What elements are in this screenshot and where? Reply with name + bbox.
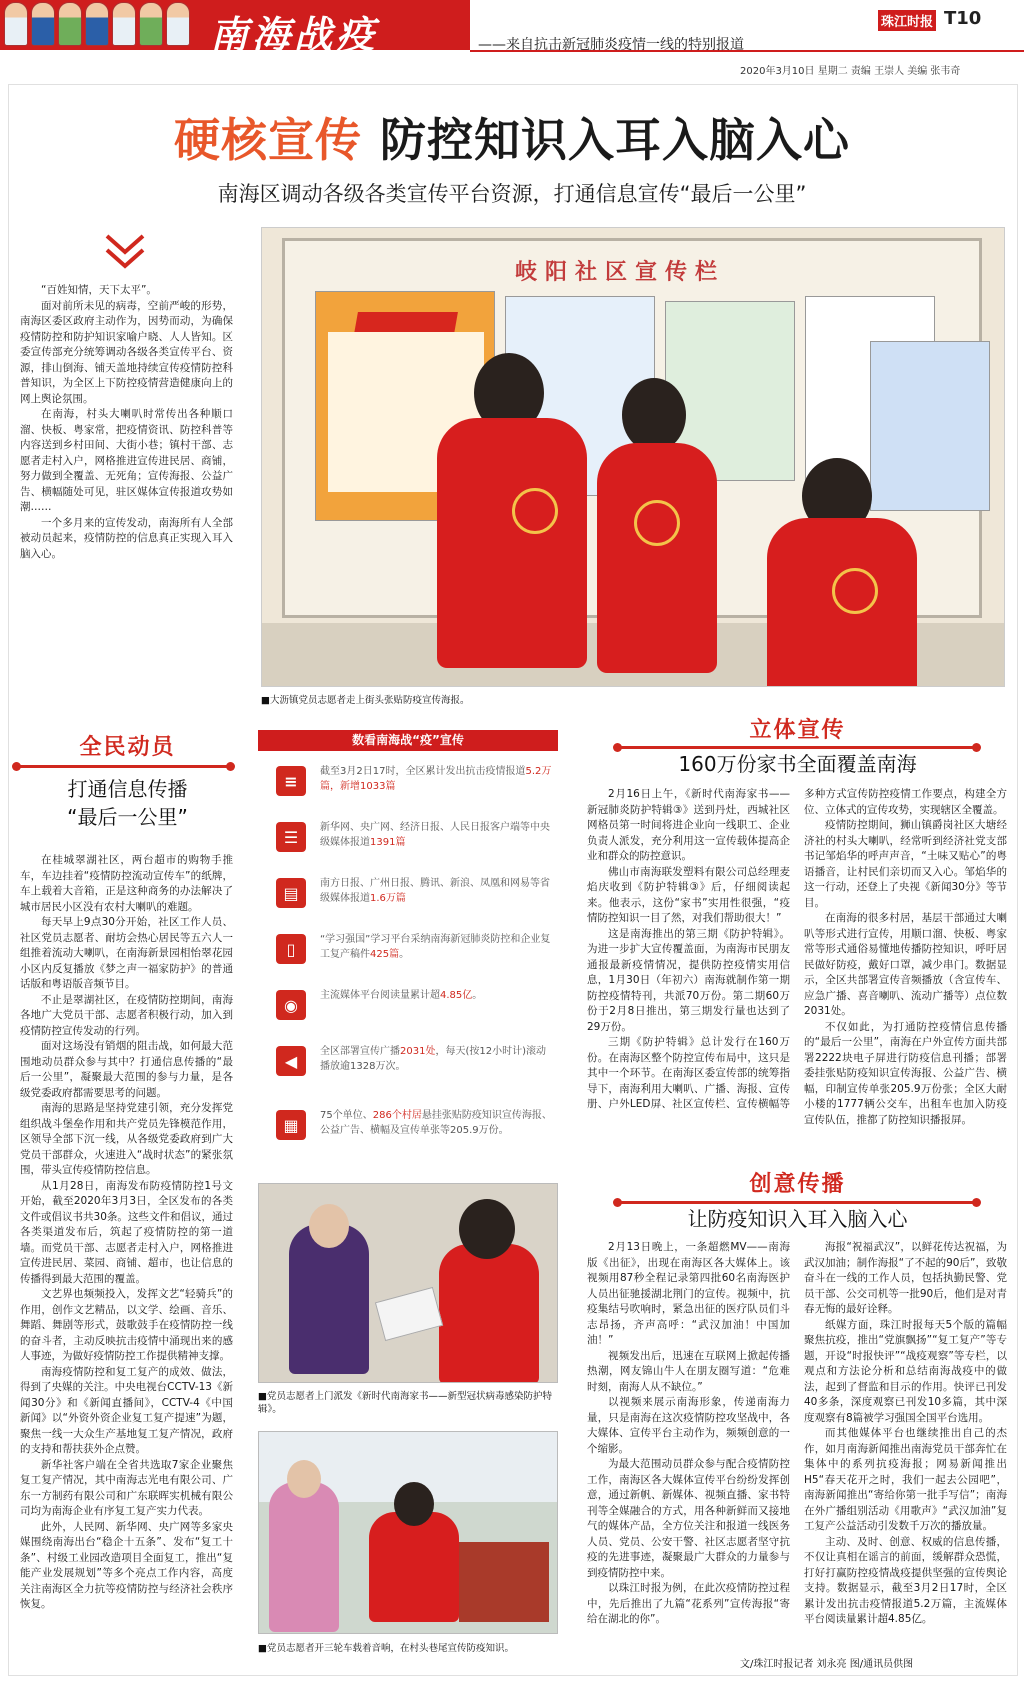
column-slogan: ——来自抗击新冠肺炎疫情一线的特别报道 [478,37,744,53]
data-item [258,758,558,808]
body-paragraph: 不仅如此，为打通防控疫情信息传播的“最后一公里”，南海在户外宣传方面共部署2222块电子屏进行防疫信息刊播；部署委挂张贴防疫知识宣传海报、公益广告、横幅，印制宣传单张205.9万份张；全区大耐小楼的1777辆公交车，出租车也加入防疫宣传队伍，推都了防控知识播报屏。 [804,1020,1007,1126]
chevron-down-icon [103,232,147,272]
section-rule [617,746,977,749]
data-item-number: 2031处 [400,1046,436,1057]
data-item-number: 5.2万篇，新增1033篇 [320,766,552,792]
photo-caption: ■党员志愿者上门派发《新时代南海家书——新型冠状病毒感染防护特辑》。 [258,1391,552,1415]
news-stack-icon: ▤ [276,878,306,908]
data-item-text: 主流媒体平台阅读量累计超 [320,990,440,1001]
body-paragraph: 面对这场没有销烟的阻击战，如何最大范围地动员群众参与其中？打通信息传播的“最后一公里”，凝聚最大范围的参与力量，是各级党委政府都需要思考的问题。 [20,1040,233,1099]
section-title-quanmin: 全民动员 [79,734,176,760]
section-subtitle-chuangyi: 让防疫知识入耳入脑入心 [687,1207,908,1231]
intro-text [20,283,233,623]
data-item-number: 1.6万篇 [370,893,406,904]
body-paragraph: 新华社客户端在全省共选取7家企业聚焦复工复产情况，其中南海志光电有限公司、广东一方制药有限公司和广东联晖实机械有限公司均为南海企业有序复工复产实力代表。 [20,1458,233,1517]
body-paragraph: 视频发出后，迅速在互联网上掀起传播热潮，网友锦山牛人在朋友圈写道：“危难时刻，南海人从不缺位。” [587,1349,790,1393]
body-paragraph: 从1月28日，南海发布防疫情防控1号文开始，截至2020年3月3日，全区发布的各类文件或倡议书共30条。这些文件和倡议，通过各类渠道发布后，筑起了疫情防控的第一道墙。而党员干部、志愿者走村入户，网格推进宣传进民居、菜园、商铺、超市，也让信息的传播得到最大范围的覆盖。 [20,1179,233,1285]
data-item-number: 1391篇 [370,837,406,848]
body-paragraph: 不止是翠湖社区，在疫情防控期间，南海各地广大党员干部、志愿者积极行动，加入到疫情防控宣传发动的行列。 [20,993,233,1037]
body-paragraph: 疫情防控期间，狮山镇爵岗社区大塘经济社的村头大喇叭，经常听到经济社党支部书记邹焰华的呼声声音，“土味又贴心”的粤语播音，让村民们亲切而又入心。邹焰华的这一行动，还登上了央视《新闻30分》等节目。 [804,819,1007,909]
section-subtitle-liti: 160万份家书全面覆盖南海 [678,752,917,776]
intro-paragraph: 一个多月来的宣传发动，南海所有人全部被动员起来，疫情防控的信息真正实现入耳入脑入心。 [20,516,233,560]
body-paragraph: 为最大范围动员群众参与配合疫情防控工作，南海区各大媒体宣传平台纷纷发挥创意，通过新帆、新媒体、视频直播、家书特刊等全媒融合的方式，用各种新鲜而又接地气的媒体产品，全方位关注和报道一线医务人员、党员、公安干警、社区志愿者坚守抗疫的先进事迹，凝聚最广大群众的力量参与到疫情防控中来。 [587,1458,790,1579]
photo-caption: ■党员志愿者开三轮车载着音响，在村头巷尾宣传防疫知识。 [258,1643,514,1654]
data-item-text: 全区部署宣传广播 [320,1046,400,1057]
volunteer [597,443,717,673]
data-item-number: 425篇 [370,949,400,960]
subheadline: 南海区调动各级各类宣传平台资源，打通信息宣传“最后一公里” [217,182,807,206]
data-item [258,1102,558,1152]
intro-paragraph: 面对前所未见的病毒，空前严峻的形势，南海区委区政府主动作为，因势而动，为确保疫情防控和防护知识家喻户晓、人人皆知。区委宣传部充分统筹调动各级各类宣传平台、资源，排山倒海、铺天盖地持续宣传疫情防控科普知识，为全区上下防控疫情营造健康向上的网上舆论氛围。 [20,299,233,405]
body-paragraph: 在桂城翠湖社区，两台超市的购物手推车，车边挂着“疫情防控流动宣传车”的纸牌，车上载着大音箱，正是这种商务的办法解决了城市居民小区没有农村大喇叭的难题。 [20,854,233,913]
body-paragraph: 在南海的很多村居，基层干部通过大喇叭等形式进行宣传，用顺口溜、快板、粤家常等形式通俗易懂地传播防控知识，呼吁居民做好防疫，戴好口罩，减少串门。数据显示，全区共部署宣传音频播放（含宣传车、应急广播、喜音喇叭、流动广播等）点位数2031处。 [804,912,1007,1017]
body-paragraph: 以视频来展示南海形象，传递南海力量，只是南海在这次疫情防控攻坚战中，各大媒体、宣传平台主动作为，频频创意的一个缩影。 [587,1396,790,1455]
body-paragraph: 佛山市南海联发塑料有限公司总经理麦焰庆收到《防护特辑③》后，仔细阅读起来。他表示，这份“家书”实用性很强，“疫情防控知识一目了然，对我们帮助很大！” [587,865,790,924]
section-body-quanmin [20,853,233,1668]
byline: 文/珠江时报记者 刘永亮 图/通讯员供图 [740,1659,914,1670]
subtitle-line: 打通信息传播 [67,777,188,801]
data-item [258,870,558,920]
section-body-liti [587,787,1007,1162]
poster [870,341,990,511]
frontline-workers-illustration [4,2,194,48]
data-item-text: 。 [472,990,483,1001]
intro-paragraph: “百姓知情，天下太平”。 [41,284,157,296]
section-rule [16,765,231,768]
body-paragraph: 文艺界也频频投入，发挥文艺“轻骑兵”的作用，创作文艺精品，以文学、绘画、音乐、舞蹈、舞剧等形式，鼓歌鼓手在疫情防控一线的奋斗者，主动反映抗击疫情中涌现出来的感人事迹，为做好疫情防控工作提供精神支撑。 [20,1288,233,1362]
party-emblem-icon [634,500,680,546]
party-emblem-icon [832,568,878,614]
body-paragraph: 海报“祝福武汉”，以鲜花传达祝福，为武汉加油；制作海报“了不起的90后”，致敬奋斗在一线的工作人员，包括执勤民警、党员干部、公交司机等一批90后，他们是对青春无悔的最好诠释。 [804,1241,1007,1315]
data-item-text: 悬挂张贴防疫知识宣传海报、公益广告、横幅及宣传单张等205.9万份。 [320,1110,552,1136]
subtitle-line: “最后一公里” [67,805,188,829]
body-paragraph: 而其他媒体平台也继续推出自己的杰作，如月南海新闻推出南海党员干部奔忙在集体中的系列抗疫海报；网易新闻推出H5“春天花开之时，我们一起去公园吧”，南海新闻推出“寄给你第一批手写信”；南海在外广播组别活动《用歌声》“武汉加油”复工复产公益活动引发数千万次的播放量。 [804,1427,1007,1532]
main-photo [261,227,1005,687]
headline [0,104,1024,170]
data-item-text: 南方日报、广州日报、腾讯、新浪、凤凰和网易等省级媒体报道 [320,878,550,904]
data-item [258,1038,558,1088]
section-title-liti: 立体宣传 [749,717,846,743]
party-emblem-icon [512,488,558,534]
camera-icon: ◉ [276,990,306,1020]
data-item [258,814,558,864]
volunteer [437,418,587,668]
headline-black: 防控知识入耳入脑入心 [380,113,850,167]
headline-red: 硬核宣传 [174,113,362,167]
body-paragraph: 2月13日晚上，一条超燃MV——南海版《出征》，出现在南海区各大媒体上。该视频用87秒全程记录第四批60名南海医护人员出征驰援湖北荆门的宣传。视频中，抗疫集结号吹响时，紧急出征的医疗队员们斗志昂扬，齐声高呼：“武汉加油！中国加油！” [587,1241,790,1346]
newspaper-icon: ☰ [276,822,306,852]
masthead [0,0,1024,58]
body-paragraph: 三期《防护特辑》总计发行在160万份。在南海区整个防控宣传布局中，这只是其中一个环节。在南海区委宣传部的统筹指导下，南海利用大喇叭、广播、海报、宣传册、户外LED屏、社区宣传栏、宣传横幅等多种方式宣传防控疫情工作要点，构建全方位、立体式的宣传攻势，实现辖区全覆盖。 [587,788,1007,1110]
data-item-text: ，每天(按12小时计)滚动播放逾1328万次。 [320,1046,546,1072]
data-item-number: 4.85亿 [440,990,473,1001]
document-icon: ≡ [276,766,306,796]
masthead-banner [0,0,470,57]
body-paragraph: 南海的思路是坚持党建引领，充分发挥党组织战斗堡垒作用和共产党员先锋模范作用，区领导全部下沉一线，从各级党委政府到广大党员干部群众，火速进入“战时状态”的紧张氛围，带头宣传疫情防控信息。 [20,1102,233,1176]
intro-paragraph: 在南海，村头大喇叭时常传出各种顺口溜、快板、粤家常，把疫情资讯、防控科普等内容送到乡村田间、大街小巷；镇村干部、志愿者走村入户，网格推进宣传进民居、商铺，努力做到全覆盖、无死角；宣传海报、公益广告、横幅随处可见，驻区媒体宣传报道攻势如潮…… [20,408,233,513]
section-title-chuangyi: 创意传播 [749,1171,846,1197]
data-item-text: 截至3月2日17时，全区累计发出抗击疫情报道 [320,766,526,777]
body-paragraph: 南海疫情防控和复工复产的成效、做法，得到了央媒的关注。中央电视台CCTV-13《新闻30分》和《新闻直播间》，CCTV-4《中国新闻》以“外资外资企业复工复产提速”为题，聚焦一线一大众生产基地复工复产情况，政府的支持和帮扶获外企点赞。 [20,1365,233,1455]
body-paragraph: 纸媒方面，珠江时报每天5个版的篇幅聚焦抗疫，推出“党旗飘扬”“复工复产”等专题，开设“时报快评”“战疫观察”等专栏，以观点和方法论分析和总结南海战疫中的做法，起到了督监和目示的作用。快评已刊发40多条，深度观察已刊发10多篇，其中深度观察有8篇被学习强国全国平台选用。 [804,1318,1007,1424]
body-paragraph: 此外，人民网、新华网、央广网等多家央媒围绕南海出台“稳企十五条”、发布“复工十条”、村级工业园改造项目全面复工，推出“复能产业发展规划”等多个亮点工作内容，高度关注南海区全力抗等疫情防控与经济社会秩序恢复。 [20,1520,233,1610]
body-paragraph: 以珠江时报为例，在此次疫情防控过程中，先后推出了九篇“花系列”宣传海报“寄给在湖北的你”。 [587,1582,790,1625]
column-title: 南海战疫 [210,12,379,57]
bulletin-board-title: 岐阳社区宣传栏 [515,260,726,285]
photo-tricycle [258,1431,558,1634]
volunteer-head [622,378,686,452]
main-photo-caption: ■大沥镇党员志愿者走上街头张贴防疫宣传海报。 [261,695,470,706]
loudspeaker-icon: ◀ [276,1046,306,1076]
newspaper-logo: 珠江时报 [878,10,936,31]
page-number: T10 [944,8,982,29]
data-item-text: 。 [399,949,410,960]
section-subtitle-quanmin [20,775,235,831]
photo-door-to-door [258,1183,558,1383]
data-panel [258,730,558,1170]
data-item [258,926,558,976]
data-item-number: 286个村居 [372,1110,422,1121]
section-rule [617,1201,977,1204]
body-paragraph: 这是南海推出的第三期《防护特辑》。为进一步扩大宣传覆盖面，为南海市民朋友通报最新疫情情况，提供防控疫情实用信息，1月30日（年初六）南海就制作第一期防控疫情特刊，共派70万份。第二期60万份于2月8日推出，第三期发行量也达到了29万份。 [587,927,790,1033]
data-item [258,982,558,1032]
data-panel-title: 数看南海战“疫”宣传 [258,730,558,750]
data-item-text: 75个单位、 [320,1110,373,1121]
section-body-chuangyi [587,1240,1007,1640]
billboard-icon: ▦ [276,1110,306,1140]
body-paragraph: 2月16日上午，《新时代南海家书——新冠肺炎防护特辑③》送到丹灶，西城社区网格员第一时间将进企业向一线职工、企业负责人派发，充分利用这一宣传载体提高企业和群众的防控意识。 [587,788,790,862]
body-paragraph: 每天早上9点30分开始，社区工作人员、社区党员志愿者、耐坊会热心居民等五六人一组推着流动大喇叭，在南海新景园相怡翠花园小区内反复播放《梦之声一福家防护》的普通话版和粤语版音频节目。 [20,916,233,990]
body-paragraph: 主动、及时、创意、权威的信息传播，不仅让真相在谣言的前面，缓解群众恐慌，打好打赢防控疫情战疫提供坚强的宣传舆论支持。数据显示，截至3月2日17时，全区累计发出抗击疫情报道5.2万篇，主流媒体平台阅读量累计超4.85亿。 [804,1535,1007,1625]
data-item-text: “学习强国”学习平台采纳南海新冠肺炎防控和企业复工复产稿件 [320,934,551,960]
data-item-text: 新华网、央广网、经济日报、人民日报客户端等中央级媒体报道 [320,822,550,848]
dateline: 2020年3月10日 星期二 责编 王崇人 美编 张韦奇 [740,66,961,77]
phone-icon: ▯ [276,934,306,964]
